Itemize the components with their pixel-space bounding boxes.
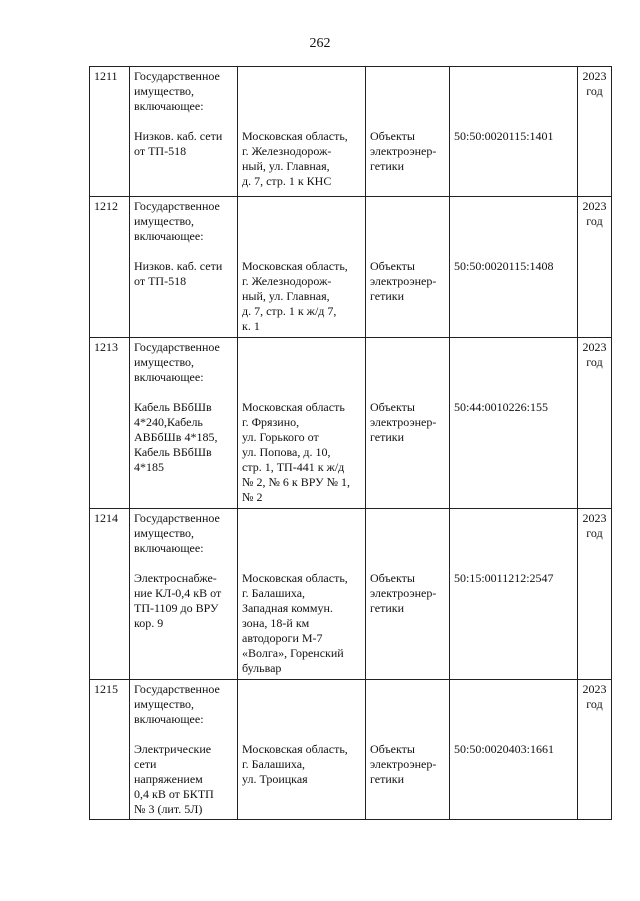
address-cell [238,509,366,680]
address-line: стр. 1, ТП-441 к ж/д [242,460,345,474]
year-line: год [586,697,603,711]
address-line: ул. Троицкая [242,772,308,786]
object-group-header: включающее: [134,541,204,555]
address-line: д. 7, стр. 1 к ж/д 7, [242,304,337,318]
object-group-header: Государственное [134,682,220,696]
cadastral-number: 50:50:0020403:1661 [454,742,555,756]
line-spacer [242,727,361,742]
line-spacer [242,697,361,712]
object-name-line: от ТП-518 [134,144,187,158]
line-spacer [454,214,573,229]
line-spacer [370,541,445,556]
line-spacer [242,511,361,526]
address-line: ул. Попова, д. 10, [242,445,331,459]
line-spacer [454,370,573,385]
line-spacer [370,69,445,84]
address-line: автодороги М-7 [242,631,323,645]
year-line: 2023 [582,199,607,213]
line-spacer [454,526,573,541]
year-cell [578,509,612,680]
object-group-header: Государственное [134,199,220,213]
line-spacer [454,99,573,114]
address-line: к. 1 [242,319,260,333]
year-line: год [586,355,603,369]
object-type-cell [366,197,450,338]
line-spacer [454,244,573,259]
address-line: № 2 [242,490,263,504]
object-name-cell [130,509,238,680]
object-name-line: 4*240,Кабель [134,415,203,429]
object-type-line: Объекты [370,742,415,756]
line-spacer [454,199,573,214]
year-line: 2023 [582,682,607,696]
line-spacer [134,727,233,742]
year-line: год [586,84,603,98]
object-type-cell [366,338,450,509]
line-spacer [242,355,361,370]
row-number: 1213 [90,338,130,509]
page-number: 262 [309,36,331,51]
object-group-header: включающее: [134,370,204,384]
object-name-cell [130,197,238,338]
object-group-header: имущество, [134,697,195,711]
line-spacer [454,727,573,742]
object-name-cell [130,680,238,820]
row-number: 1215 [90,680,130,820]
line-spacer [454,114,573,129]
address-line: зона, 18-й км [242,616,310,630]
line-spacer [242,244,361,259]
object-name-cell [130,67,238,197]
line-spacer [242,69,361,84]
object-name-line: № 3 (лит. 5Л) [134,802,203,816]
cadastral-number: 50:50:0020115:1401 [454,129,554,143]
object-name-line: АВБбШв 4*185, [134,430,218,444]
line-spacer [242,712,361,727]
year-line: 2023 [582,340,607,354]
line-spacer [370,84,445,99]
line-spacer [370,370,445,385]
address-line: Московская область, [242,742,348,756]
line-spacer [454,541,573,556]
year-line: 2023 [582,511,607,525]
line-spacer [242,214,361,229]
line-spacer [242,84,361,99]
line-spacer [370,99,445,114]
object-name-line: ТП-1109 до ВРУ [134,601,219,615]
line-spacer [134,556,233,571]
cadastral-number: 50:15:0011212:2547 [454,571,554,585]
address-line: г. Фрязино, [242,415,300,429]
address-line: ный, ул. Главная, [242,159,330,173]
object-type-line: гетики [370,430,405,444]
address-line: Западная коммун. [242,601,333,615]
address-line: г. Балашиха, [242,757,306,771]
cadastral-cell [450,680,578,820]
line-spacer [242,229,361,244]
object-group-header: Государственное [134,69,220,83]
line-spacer [370,385,445,400]
object-group-header: включающее: [134,99,204,113]
object-group-header: включающее: [134,229,204,243]
object-group-header: имущество, [134,526,195,540]
year-cell [578,338,612,509]
object-group-header: включающее: [134,712,204,726]
object-name-line: от ТП-518 [134,274,187,288]
object-name-line: 0,4 кВ от БКТП [134,787,214,801]
address-line: Московская область, [242,129,348,143]
line-spacer [454,556,573,571]
year-cell [578,67,612,197]
line-spacer [134,114,233,129]
object-name-line: ние КЛ-0,4 кВ от [134,586,222,600]
line-spacer [370,114,445,129]
line-spacer [454,229,573,244]
property-registry-table [89,66,612,820]
address-cell [238,197,366,338]
line-spacer [370,712,445,727]
cadastral-number: 50:44:0010226:155 [454,400,549,414]
object-type-cell [366,509,450,680]
object-type-line: электроэнер- [370,144,437,158]
year-cell [578,197,612,338]
object-type-line: гетики [370,289,405,303]
line-spacer [454,511,573,526]
line-spacer [242,541,361,556]
line-spacer [370,340,445,355]
line-spacer [370,355,445,370]
row-number: 1212 [90,197,130,338]
table-row [90,338,612,509]
address-line: Московская область, [242,571,348,585]
address-line: д. 7, стр. 1 к КНС [242,174,332,188]
line-spacer [454,84,573,99]
line-spacer [370,229,445,244]
line-spacer [242,385,361,400]
address-line: № 2, № 6 к ВРУ № 1, [242,475,351,489]
object-type-line: Объекты [370,400,415,414]
line-spacer [242,114,361,129]
line-spacer [242,370,361,385]
address-line: «Волга», Горенский [242,646,344,660]
object-name-line: Кабель ВБбШв [134,400,212,414]
cadastral-cell [450,509,578,680]
address-line: г. Железнодорож- [242,274,332,288]
address-cell [238,680,366,820]
line-spacer [242,99,361,114]
table-row [90,680,612,820]
cadastral-cell [450,67,578,197]
line-spacer [370,199,445,214]
address-line: Московская область [242,400,345,414]
line-spacer [134,244,233,259]
line-spacer [242,556,361,571]
address-line: ный, ул. Главная, [242,289,330,303]
line-spacer [454,712,573,727]
line-spacer [454,697,573,712]
cadastral-cell [450,338,578,509]
table-row [90,509,612,680]
line-spacer [370,697,445,712]
year-line: год [586,526,603,540]
line-spacer [370,556,445,571]
line-spacer [454,69,573,84]
object-name-line: кор. 9 [134,616,164,630]
line-spacer [134,385,233,400]
year-line: год [586,214,603,228]
object-type-line: Объекты [370,259,415,273]
line-spacer [242,340,361,355]
table-row [90,197,612,338]
year-line: 2023 [582,69,607,83]
address-line: бульвар [242,661,282,675]
object-name-line: Низков. каб. сети [134,259,223,273]
object-type-cell [366,67,450,197]
row-number: 1211 [90,67,130,197]
object-name-line: Кабель ВБбШв [134,445,212,459]
object-group-header: имущество, [134,214,195,228]
object-name-line: Электрические [134,742,212,756]
object-name-line: Низков. каб. сети [134,129,223,143]
line-spacer [242,682,361,697]
object-type-line: электроэнер- [370,757,437,771]
row-number: 1214 [90,509,130,680]
object-group-header: Государственное [134,340,220,354]
line-spacer [242,526,361,541]
line-spacer [454,340,573,355]
object-group-header: имущество, [134,355,195,369]
object-type-line: электроэнер- [370,415,437,429]
cadastral-number: 50:50:0020115:1408 [454,259,554,273]
object-name-line: сети [134,757,157,771]
object-type-line: Объекты [370,129,415,143]
line-spacer [454,385,573,400]
address-line: Московская область, [242,259,348,273]
line-spacer [370,244,445,259]
object-name-line: 4*185 [134,460,164,474]
address-line: г. Железнодорож- [242,144,332,158]
address-line: г. Балашиха, [242,586,306,600]
object-type-line: электроэнер- [370,274,437,288]
table-row [90,67,612,197]
object-name-line: Электроснабже- [134,571,217,585]
object-type-cell [366,680,450,820]
object-type-line: электроэнер- [370,586,437,600]
object-name-line: напряжением [134,772,203,786]
object-type-line: гетики [370,772,405,786]
line-spacer [242,199,361,214]
line-spacer [454,682,573,697]
line-spacer [370,511,445,526]
object-type-line: гетики [370,159,405,173]
object-type-line: Объекты [370,571,415,585]
address-line: ул. Горького от [242,430,319,444]
object-group-header: Государственное [134,511,220,525]
line-spacer [370,727,445,742]
cadastral-cell [450,197,578,338]
object-group-header: имущество, [134,84,195,98]
object-name-cell [130,338,238,509]
line-spacer [454,355,573,370]
year-cell [578,680,612,820]
address-cell [238,338,366,509]
address-cell [238,67,366,197]
object-type-line: гетики [370,601,405,615]
line-spacer [370,214,445,229]
line-spacer [370,526,445,541]
line-spacer [370,682,445,697]
